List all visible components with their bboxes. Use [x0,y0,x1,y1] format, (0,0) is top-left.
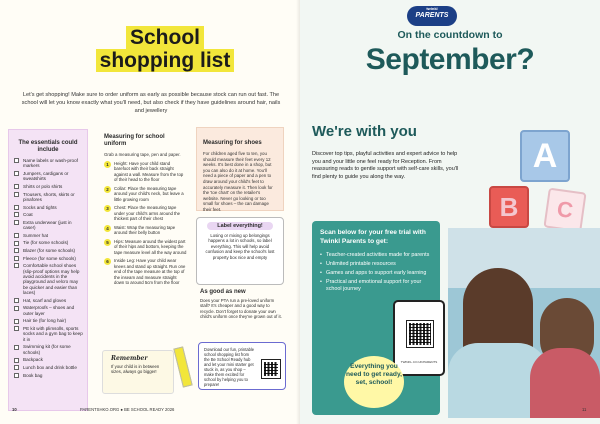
measuring-heading: Measuring for school uniform [104,134,165,147]
letter-block-b-icon: B [489,186,529,228]
remember-box [102,350,174,394]
list-item: Backpack [14,357,84,362]
remember-text: If your child is in between sizes, always go bigger! [111,364,160,375]
september-heading: September? [365,43,535,76]
step-text: Collar: Place the measuring tape around your child's neck, but leave a little growing room [114,185,184,202]
checkbox[interactable] [14,256,19,261]
step-number: 3 [104,205,111,212]
step-number: 5 [104,239,111,246]
list-item: Waterproofs – shoes and outer layer [14,305,84,316]
as-good-as-new [196,289,286,320]
checkbox[interactable] [14,263,19,268]
measuring-step [104,186,187,203]
list-item: Book bag [14,373,84,378]
with-you-heading: We're with you [312,123,417,140]
list-item: Jumpers, cardigans or sweatshirts [14,171,84,182]
measuring-step [104,161,187,183]
shoes-box [196,127,284,211]
essentials-heading: The essentials could include [18,140,78,153]
checkbox[interactable] [14,319,19,324]
checkbox[interactable] [14,158,19,163]
footer-publication: PARENTSHKO.ORG ● BE SCHOOL READY 2026 [80,407,175,412]
letter-block-a-icon: A [520,130,570,182]
list-item: Extra underwear (just in case!) [14,220,84,231]
parent-child-photo [448,228,600,418]
essentials-list [8,129,88,411]
page-title: School shopping list [75,26,255,72]
checkbox[interactable] [14,248,19,253]
list-item: Coat [14,212,84,217]
list-item: PE kit with plimsolls, sports socks and a gym bag to keep it in [14,326,84,342]
step-text: Hips: Measure around the widest part of their hips and bottom, keeping the tape measure level all the way around [114,238,187,255]
checkbox[interactable] [14,241,19,246]
essentials-items [9,158,87,378]
checkbox[interactable] [14,184,19,189]
measuring-step [104,205,187,222]
list-item: Hair tie (for long hair) [14,318,84,323]
letter-block-c-icon: C [543,188,586,233]
step-number: 2 [104,186,111,193]
phone-qr[interactable] [393,300,445,376]
footer-page-number-left: 10 [12,407,17,412]
as-good-as-new-heading: As good as new [200,289,246,295]
checkbox[interactable] [14,171,19,176]
list-item: • Practical and emotional support for your school journey [320,279,432,293]
step-text: Height: Have your child stand barefoot with their back straight against a wall. Measure from the top of their head to the floor [114,160,184,183]
checkbox[interactable] [14,345,19,350]
checkbox[interactable] [14,212,19,217]
countdown-subtitle: On the countdown to [397,29,503,41]
list-item: Shirts or polo shirts [14,184,84,189]
checkbox[interactable] [14,358,19,363]
as-good-as-new-text: Does your PTA run a pre-loved uniform stall? It's cheaper and a good way to recycle. Don't forget to donate your own child's uniform once they've grown out of it. [200,298,282,320]
measuring-step [104,258,187,286]
list-item: Swimming kit (for some schools) [14,344,84,355]
twinkl-parents-logo: twinkl PARENTS [407,6,457,26]
shoes-heading: Measuring for shoes [203,140,262,146]
label-everything-box [196,217,284,285]
qr-url: TWINKL.CO.UK/PARENTS [400,360,438,364]
checkbox[interactable] [14,373,19,378]
step-text: Chest: Place the measuring tape under your child's arms around the thickest part of their chest [114,205,181,222]
label-everything-text: Losing or mixing up belongings happens a lot in schools, so label everything. This will help avoid confusion and keep the school's lost property box nice and empty [205,233,275,260]
download-text: Download our fun, printable school shopping list from the Be School Ready hub and let your mini starter get stuck in, as you shop – make them excited for school by helping you to prepare! [204,347,255,387]
qr-code-icon[interactable] [261,359,281,379]
step-text: Waist: Wrap the measuring tape around their belly button [114,224,176,236]
step-text: Inside Leg: Have your child wear knees and stand up straight. Run one end of the tape measure at the top of the inseam and measure straight down to around 5cm from the floor [114,258,186,286]
list-item: Hat, scarf and gloves [14,298,84,303]
measuring-steps [98,161,193,286]
list-item: Lunch box and drink bottle [14,365,84,370]
checkbox[interactable] [14,205,19,210]
list-item: • Unlimited printable resources [320,261,432,268]
step-number: 6 [104,258,111,265]
checkbox[interactable] [14,306,19,311]
list-item: Socks and tights [14,205,84,210]
list-item: Comfortable school shoes (slip-proof options may help avoid accidents in the playground and velcro may be quicker and easier than laces) [14,263,84,295]
list-item: Summer hat [14,233,84,238]
checkbox[interactable] [14,192,19,197]
checkbox[interactable] [14,233,19,238]
list-item: Trousers, shorts, skirts or pinafores [14,192,84,203]
step-number: 1 [104,161,111,168]
download-box [198,342,286,390]
intro-text: Let's get shopping! Make sure to order uniform as early as possible because stock can run out fast. The school will let you know exactly what you'll need, but also check if they have guidelines around hair, nails and jewellery [21,92,281,114]
checkbox[interactable] [14,298,19,303]
remember-heading: Remember [111,355,148,362]
qr-code-icon[interactable] [406,320,434,348]
measuring-step [104,225,187,236]
step-number: 4 [104,225,111,232]
scan-heading: Scan below for your free trial with Twinkl Parents to get: [320,229,426,245]
list-item: Fleece (for some schools) [14,256,84,261]
footer-page-number-right: 11 [582,407,587,412]
get-ready-bubble: Everything you need to get ready, set, school! [344,356,404,408]
list-item: • Games and apps to support early learning [320,270,432,277]
scan-benefits-list [320,252,432,293]
checkbox[interactable] [14,326,19,331]
checkbox[interactable] [14,220,19,225]
measuring-step [104,239,187,256]
list-item: • Teacher-created activities made for parents [320,252,432,259]
label-everything-heading: Label everything! [207,222,273,230]
right-body-text: Discover top tips, playful activities and expert advice to help you and your little one feel ready for Reception. From reassuring reads to gentle support with self-care skills, you'll find plenty to guide you along the way. [312,151,459,180]
checkbox[interactable] [14,365,19,370]
measuring-intro: Grab a measuring tape, pen and paper. [104,152,181,157]
list-item: Blazer (for some schools) [14,248,84,253]
list-item: Name labels or wash-proof markers [14,158,84,169]
list-item: Tie (for some schools) [14,240,84,245]
shoes-text: For children aged five to ten, you should measure their feet every 12 weeks. It's best done in a shop, but you can also do it at home. You'll need a piece of paper and a pen to draw around your child's feet to accurately measure it. Then look for the 'toe chart' on the retailer's website. Never go looking or too small for shoes – the can damage their feet. [203,151,273,212]
